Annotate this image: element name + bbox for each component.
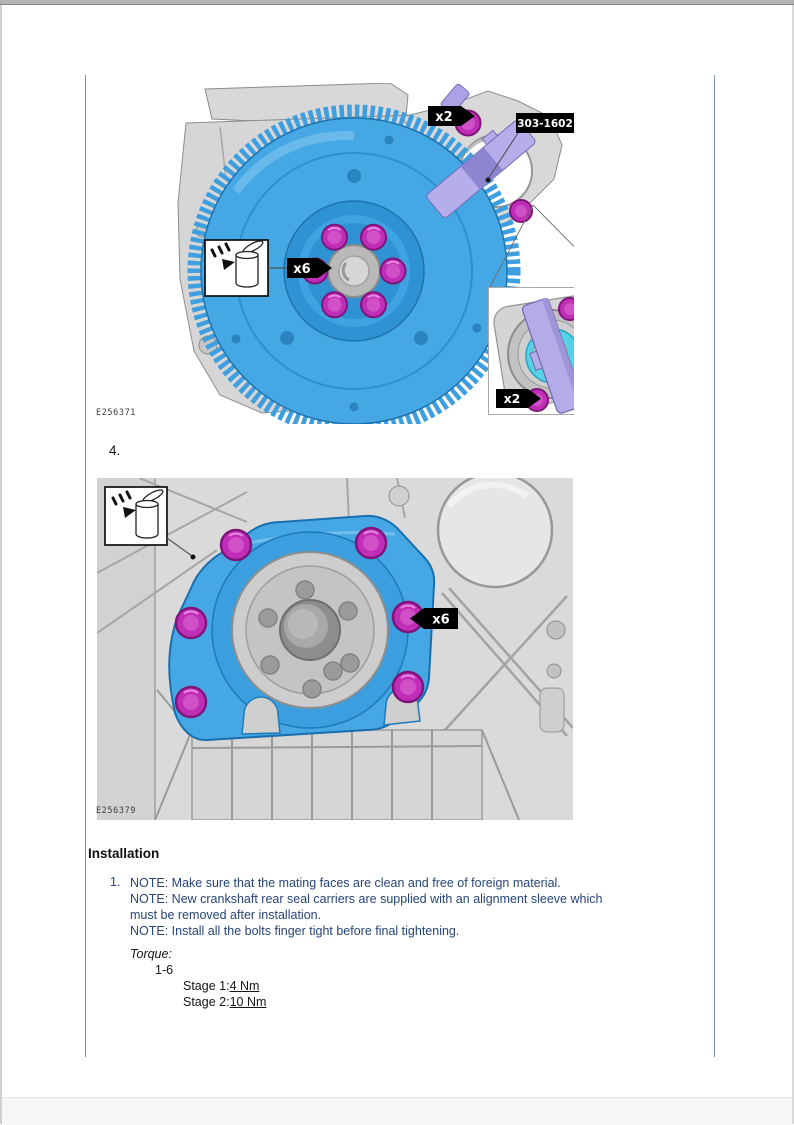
figure-flywheel-installation [150, 83, 574, 424]
torque-label: Torque: [130, 947, 172, 961]
step-number: 4. [109, 443, 121, 458]
figure2-id: E256379 [96, 806, 137, 816]
figure-rear-seal-carrier [97, 478, 573, 820]
note-line: NOTE: Make sure that the mating faces are clean and free of foreign material. [130, 876, 561, 890]
page-guide-line-left [85, 75, 86, 1057]
carrier-slot-left [242, 697, 280, 734]
stage-name: Stage 1: [183, 979, 230, 993]
note-line: NOTE: Install all the bolts finger tight before final tightening. [130, 924, 460, 938]
window-border-left [0, 5, 2, 1124]
installation-heading: Installation [88, 846, 160, 861]
torque-stage-row [183, 979, 259, 993]
figure1-id: E256371 [96, 408, 137, 418]
note-block [130, 875, 620, 939]
tool-number-text: 303-1602 [517, 118, 573, 130]
page-guide-line-right [714, 75, 715, 1057]
tool-bolt-lower [510, 200, 532, 222]
inset-detail-box [489, 288, 575, 417]
inset-callout-x2-text: x2 [503, 391, 521, 406]
callout-x6-text: x6 [293, 262, 311, 277]
torque-stage-row [183, 995, 266, 1009]
inset-bolt-upper [559, 298, 574, 320]
stage-value: 4 Nm [229, 979, 260, 993]
callout-x2-text: x2 [435, 110, 453, 125]
stage-name: Stage 2: [183, 995, 230, 1009]
sealant-symbol-box [205, 239, 268, 296]
torque-fastener-range: 1-6 [155, 963, 174, 977]
page-bottom-margin [2, 1097, 792, 1125]
figure2-callout-x6-text: x6 [432, 612, 450, 628]
note-line: NOTE: New crankshaft rear seal carriers are supplied with an alignment sleeve which must be removed after installation. [130, 892, 603, 922]
window-top-bar [0, 0, 794, 5]
list-item-number: 1. [110, 875, 121, 889]
stage-value: 10 Nm [229, 995, 267, 1009]
